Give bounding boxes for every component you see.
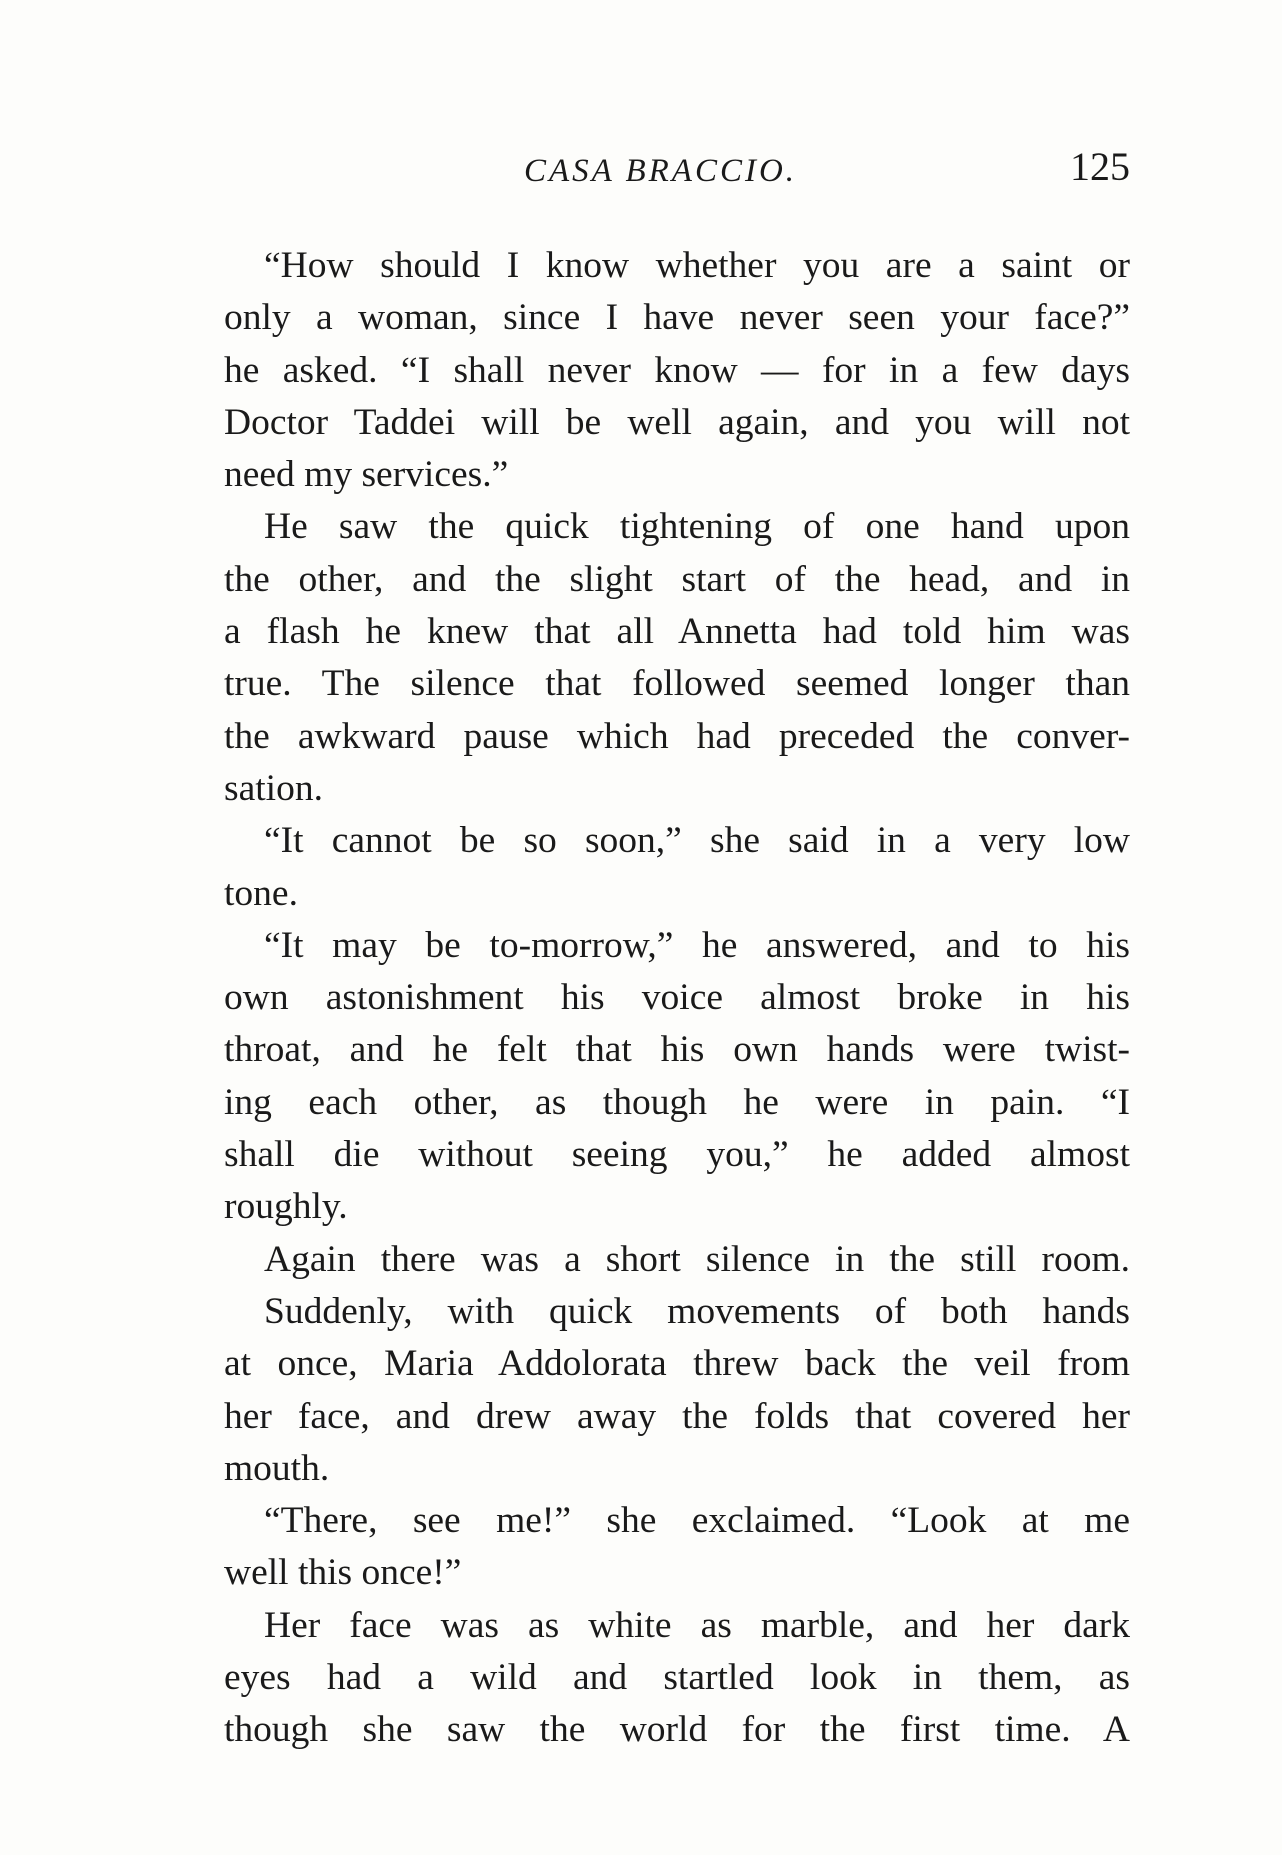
text-line: shall die without seeing you,” he added almost: [224, 1134, 1130, 1176]
text-line: need my services.”: [224, 454, 509, 496]
paragraph: [224, 240, 1130, 501]
text-line: Again there was a short silence in the still room.: [264, 1238, 1130, 1280]
page-header: [224, 143, 1130, 203]
paragraph: [224, 920, 1130, 1234]
text-line: tone.: [224, 872, 298, 914]
text-line: “It cannot be so soon,” she said in a very low: [264, 820, 1130, 862]
paragraph: [224, 1600, 1130, 1757]
text-line: Doctor Taddei will be well again, and you will not: [224, 401, 1130, 443]
text-line: own astonishment his voice almost broke in his: [224, 977, 1130, 1019]
text-line: He saw the quick tightening of one hand upon: [264, 506, 1130, 548]
text-line: ing each other, as though he were in pain. “I: [224, 1081, 1130, 1123]
text-line: only a woman, since I have never seen your face?”: [224, 297, 1130, 339]
text-line: a flash he knew that all Annetta had told him was: [224, 611, 1130, 653]
paragraph: [224, 1234, 1130, 1286]
text-line: though she saw the world for the first time. A: [224, 1709, 1130, 1751]
text-line: the other, and the slight start of the head, and in: [224, 558, 1130, 600]
paragraph: [224, 1495, 1130, 1600]
text-line: Her face was as white as marble, and her dark: [264, 1604, 1130, 1646]
text-line: eyes had a wild and startled look in them, as: [224, 1657, 1130, 1699]
text-line: mouth.: [224, 1447, 330, 1489]
text-line: he asked. “I shall never know — for in a few days: [224, 349, 1130, 391]
paragraph: [224, 815, 1130, 920]
text-line: true. The silence that followed seemed longer than: [224, 663, 1130, 705]
paragraph: [224, 501, 1130, 815]
text-line: roughly.: [224, 1186, 348, 1228]
text-line: sation.: [224, 767, 323, 809]
body-text: [224, 240, 1130, 1757]
text-line: Suddenly, with quick movements of both hands: [264, 1290, 1130, 1332]
text-line: at once, Maria Addolorata threw back the veil from: [224, 1343, 1130, 1385]
text-line: “It may be to-morrow,” he answered, and to his: [264, 924, 1130, 966]
running-title: CASA BRACCIO.: [524, 153, 798, 189]
paragraph: [224, 1286, 1130, 1495]
page-number: 125: [1070, 144, 1130, 189]
text-line: “How should I know whether you are a saint or: [264, 245, 1130, 286]
text-line: well this once!”: [224, 1552, 462, 1594]
text-line: her face, and drew away the folds that covered her: [224, 1395, 1130, 1437]
text-line: the awkward pause which had preceded the conver-: [224, 715, 1130, 757]
text-line: “There, see me!” she exclaimed. “Look at me: [264, 1500, 1130, 1542]
text-line: throat, and he felt that his own hands were twist-: [224, 1029, 1130, 1071]
